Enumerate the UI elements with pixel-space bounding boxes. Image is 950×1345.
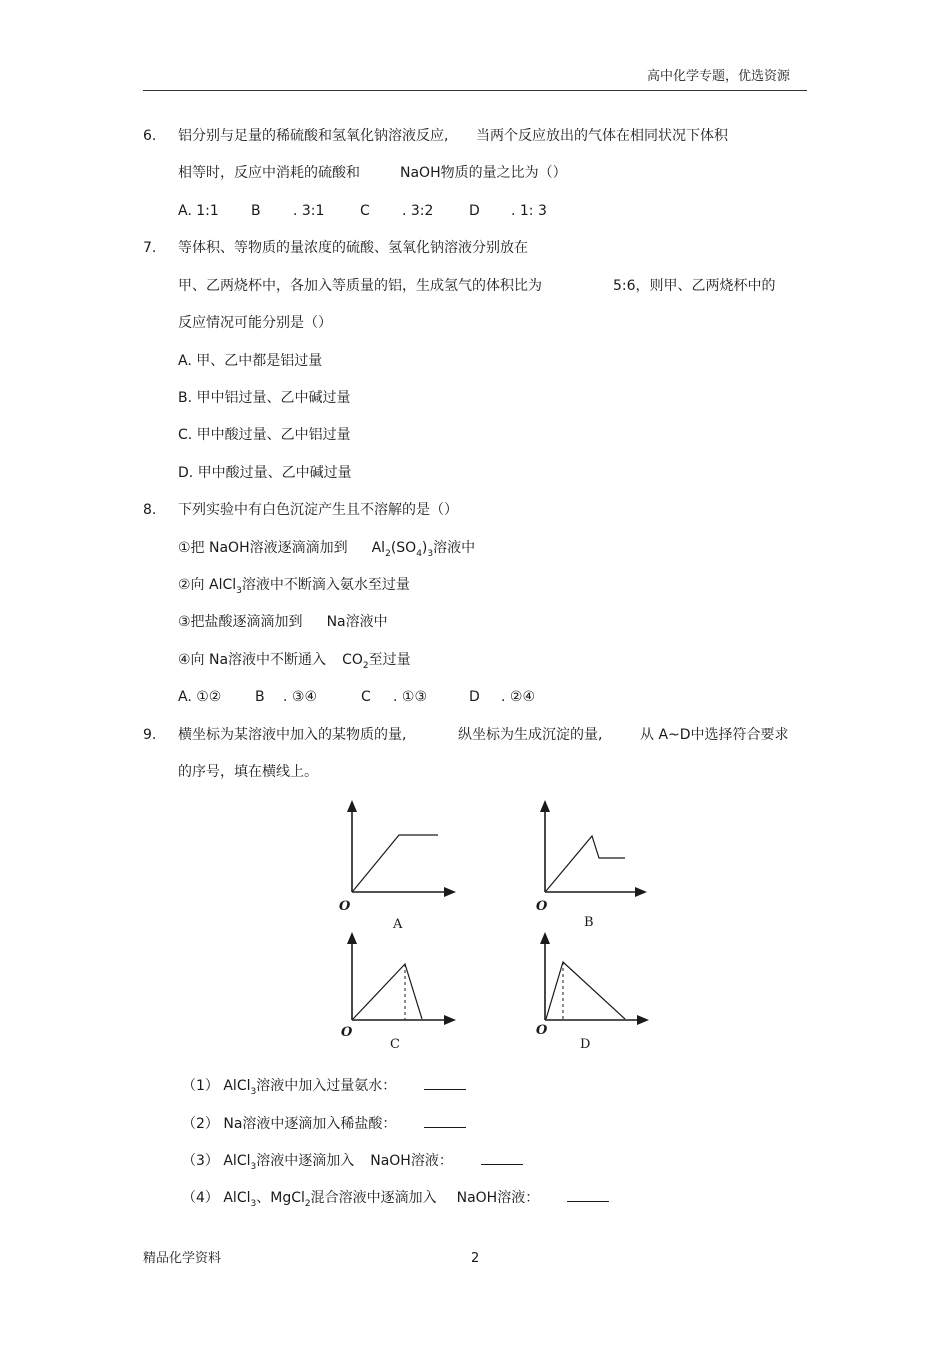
graph-d-curve [546, 962, 625, 1019]
q8-s1-sub3: 3 [427, 548, 434, 559]
q8-s4-text: ④向 Na溶液中不断通入 [178, 652, 327, 668]
q7-line3: 反应情况可能分别是（） [178, 315, 332, 331]
q8-s2-text: ②向 AlCl [178, 577, 237, 593]
q9-line1a: 横坐标为某溶液中加入的某物质的量, [178, 727, 407, 743]
q9-sub2-text: （2） Na溶液中逐滴加入稀盐酸： [182, 1116, 397, 1132]
q8-s3-text: ③把盐酸逐滴滴加到 [178, 614, 303, 630]
q9-sub-3 [182, 1150, 523, 1176]
q9-sub-2 [182, 1113, 466, 1133]
q8-s1-al: Al [371, 540, 386, 556]
page-number: 2 [471, 1251, 480, 1266]
graph-a-y-arrow [347, 800, 357, 812]
q9-sub4-mid: 混合溶液中逐滴加入 [310, 1190, 437, 1206]
q8-statement-3 [178, 613, 388, 631]
graph-a-x-arrow [444, 887, 456, 897]
q9-sub4-text: （4） AlCl [182, 1190, 251, 1206]
q8-number: 8. [143, 502, 157, 518]
q9-line2: 的序号，填在横线上。 [178, 764, 318, 780]
q9-sub1-sub3: 3 [250, 1086, 257, 1097]
q8-s3-tail: Na溶液中 [326, 614, 388, 630]
q9-sub-1 [182, 1075, 466, 1101]
footer-left: 精品化学资料 [143, 1251, 222, 1266]
q8-s2-sub3: 3 [236, 585, 242, 596]
q8-statement-1 [178, 539, 475, 563]
q7-option-a: A. 甲、乙中都是铝过量 [178, 353, 323, 369]
q9-sub3-sub3: 3 [250, 1161, 257, 1172]
graph-c [335, 928, 465, 1053]
graph-a [335, 798, 465, 938]
q8-statement-4 [178, 651, 411, 675]
q8-s1-sub2: 2 [385, 548, 391, 559]
graph-d-x-arrow [637, 1015, 649, 1025]
q9-sub4-mgcl: 、MgCl [256, 1190, 305, 1206]
graph-c-x-arrow [444, 1015, 456, 1025]
q9-sub3-tail: NaOH溶液： [370, 1153, 453, 1169]
q8-option-b-value: . ③④ [283, 689, 318, 705]
q8-s2-tail: 溶液中不断滴入氨水至过量 [241, 577, 410, 593]
q9-sub4-sub2: 2 [304, 1198, 311, 1209]
q9-line1c: 从 A~D中选择符合要求 [640, 727, 789, 743]
q7-option-d: D. 甲中酸过量、乙中碱过量 [178, 465, 352, 481]
q6-option-c-value: . 3:2 [402, 203, 434, 219]
q6-line1a: 铝分别与足量的稀硫酸和氢氧化钠溶液反应, [178, 128, 449, 144]
graph-a-label: A [393, 917, 403, 932]
q8-s4-co: CO [342, 652, 363, 668]
graph-a-origin: O [339, 899, 351, 914]
q9-sub4-sub3: 3 [250, 1198, 257, 1209]
q6-option-a: A. 1:1 [178, 203, 219, 219]
graph-b-origin: O [536, 899, 548, 914]
q6-option-b-letter: B [251, 203, 261, 219]
q7-line2b: 5:6，则甲、乙两烧杯中的 [613, 278, 776, 294]
q6-line1b: 当两个反应放出的气体在相同状况下体积 [476, 128, 728, 144]
q8-s1-so: (SO [390, 540, 417, 556]
graph-d-origin: O [536, 1023, 548, 1038]
q6-number: 6. [143, 128, 157, 144]
q9-sub4-blank[interactable] [567, 1187, 609, 1202]
graph-d [528, 928, 658, 1053]
graph-b-x-arrow [635, 887, 647, 897]
q9-sub4-tail: NaOH溶液： [456, 1190, 540, 1206]
graph-d-y-arrow [540, 932, 550, 944]
q8-option-c-letter: C [361, 689, 371, 705]
q8-option-c-value: . ①③ [393, 689, 428, 705]
graph-c-origin: O [341, 1025, 353, 1040]
q7-line1: 等体积、等物质的量浓度的硫酸、氢氧化钠溶液分别放在 [178, 240, 528, 256]
q8-s1-paren: ) [421, 540, 428, 556]
q8-s4-tail: 至过量 [368, 652, 411, 668]
q7-line2a: 甲、乙两烧杯中，各加入等质量的铝，生成氢气的体积比为 [178, 278, 542, 294]
q8-option-d-letter: D [469, 689, 480, 705]
graph-b-curve [546, 836, 625, 891]
q9-number: 9. [143, 727, 157, 743]
graph-a-curve [353, 835, 438, 891]
q9-line1b: 纵坐标为生成沉淀的量, [458, 727, 603, 743]
q7-option-c: C. 甲中酸过量、乙中铝过量 [178, 427, 351, 443]
graph-c-y-arrow [347, 932, 357, 944]
q9-sub1-tail: 溶液中加入过量氨水： [256, 1078, 397, 1094]
q6-option-b-value: . 3:1 [293, 203, 325, 219]
q7-number: 7. [143, 240, 157, 256]
q8-s4-sub2: 2 [362, 660, 369, 671]
q8-stem: 下列实验中有白色沉淀产生且不溶解的是（） [178, 502, 458, 518]
graph-b-y-arrow [540, 800, 550, 812]
graph-c-label: C [390, 1037, 400, 1052]
q6-option-c-letter: C [360, 203, 370, 219]
q9-sub-4 [182, 1187, 609, 1213]
q9-sub1-text: （1） AlCl [182, 1078, 251, 1094]
q9-sub3-blank[interactable] [481, 1150, 523, 1165]
header-title: 高中化学专题，优选资源 [647, 69, 791, 84]
graph-b-label: B [584, 915, 594, 930]
q8-option-a: A. ①② [178, 689, 222, 705]
q9-sub3-mid: 溶液中逐滴加入 [256, 1153, 355, 1169]
q8-s1-text: ①把 NaOH溶液逐滴滴加到 [178, 540, 348, 556]
q8-statement-2 [178, 576, 410, 600]
q6-line2a: 相等时，反应中消耗的硫酸和 [178, 165, 360, 181]
q8-option-b-letter: B [255, 689, 265, 705]
q9-sub1-blank[interactable] [424, 1075, 466, 1090]
graph-b [528, 798, 658, 938]
graph-d-label: D [580, 1037, 591, 1052]
q8-s1-tail: 溶液中 [433, 540, 476, 556]
q6-line2b: NaOH物质的量之比为（） [400, 165, 567, 181]
q9-sub3-text: （3） AlCl [182, 1153, 251, 1169]
graph-c-curve [353, 964, 422, 1019]
q8-option-d-value: . ②④ [501, 689, 536, 705]
q9-sub2-blank[interactable] [424, 1113, 466, 1128]
q8-s1-sub4: 4 [416, 548, 422, 559]
q7-option-b: B. 甲中铝过量、乙中碱过量 [178, 390, 351, 406]
q6-option-d-letter: D [469, 203, 480, 219]
header-rule [143, 90, 807, 91]
q6-option-d-value: . 1: 3 [511, 203, 547, 219]
